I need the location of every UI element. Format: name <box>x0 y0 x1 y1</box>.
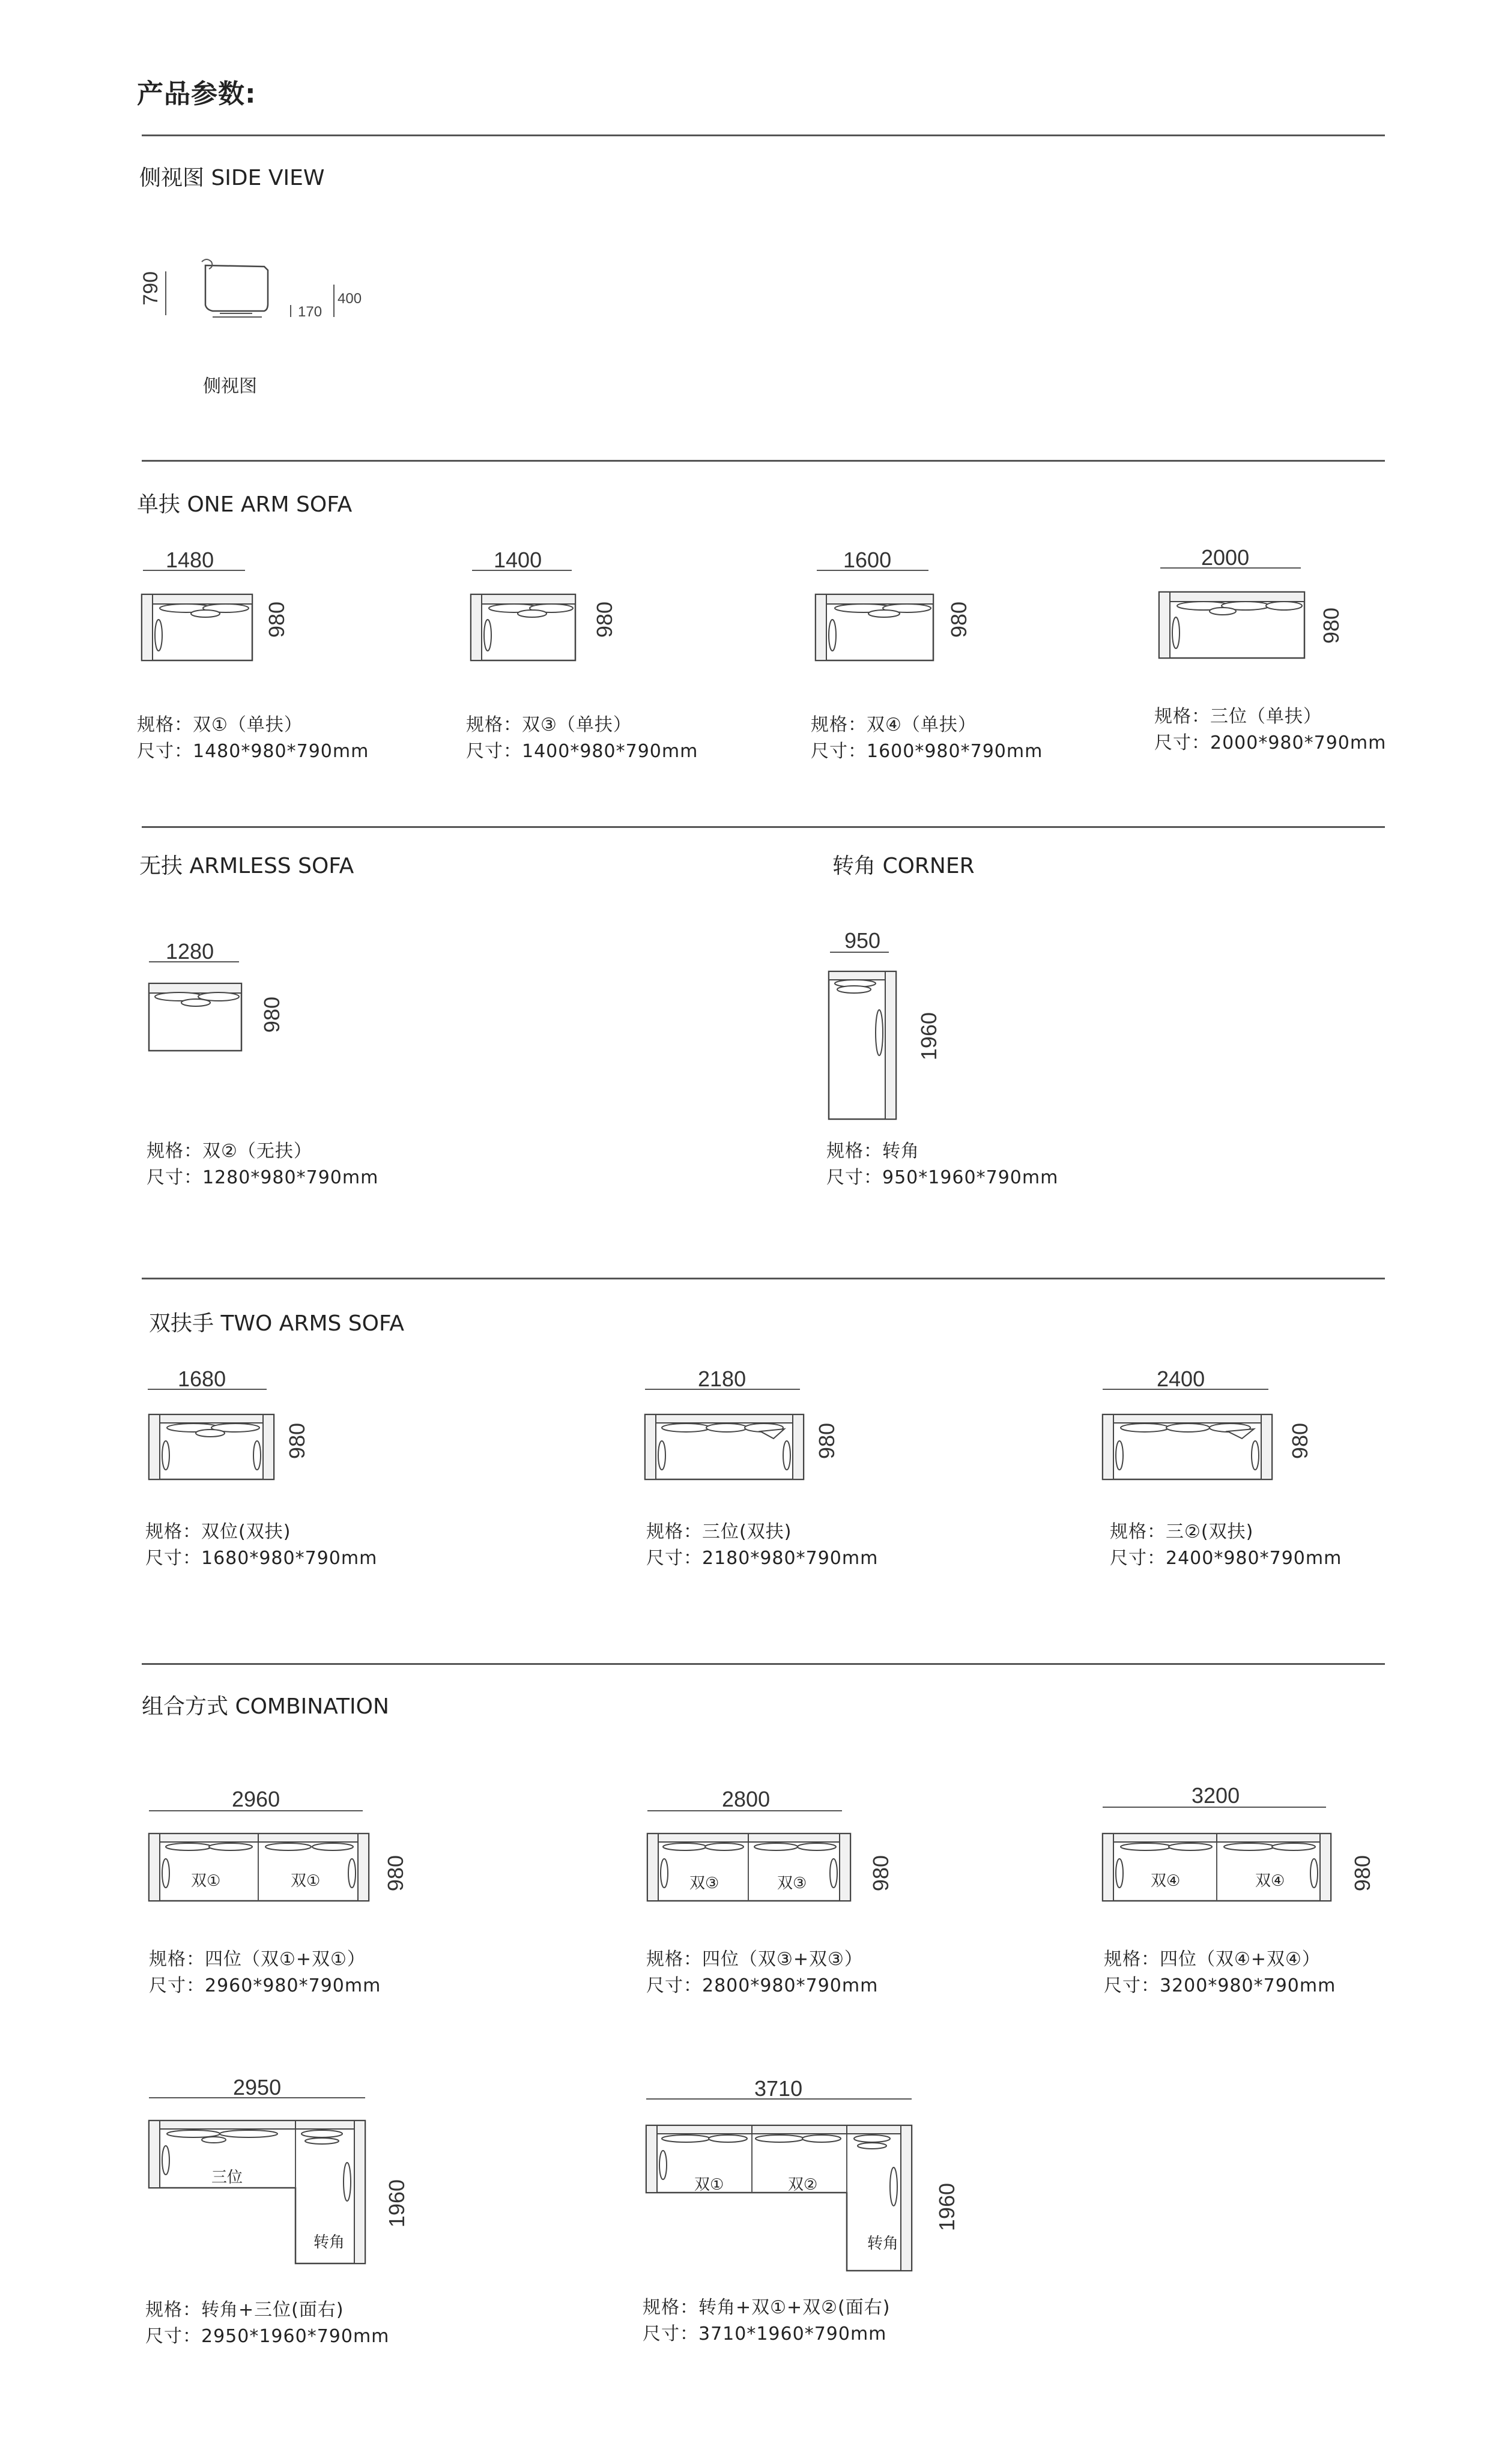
divider <box>142 460 1385 462</box>
sofa-plan-2000 <box>1157 568 1313 664</box>
depth-label: 980 <box>868 1855 893 1892</box>
depth-label: 1960 <box>384 2179 409 2228</box>
module-label: 双② <box>788 2176 818 2194</box>
section-heading-two-arms: 双扶手 TWO ARMS SOFA <box>149 1311 405 1336</box>
sofa-plan-2400 <box>1100 1389 1280 1485</box>
side-view-drawing <box>162 258 366 330</box>
module-label: 双① <box>191 1872 221 1890</box>
size-text: 尺寸：1400*980*790mm <box>466 741 698 762</box>
spec-text: 规格：双②（无扶） <box>147 1141 312 1162</box>
spec-text: 规格：三位（单扶） <box>1154 706 1322 727</box>
size-text: 尺寸：3710*1960*790mm <box>643 2324 887 2345</box>
sofa-plan-corner <box>826 952 910 1132</box>
width-label: 2960 <box>232 1787 280 1811</box>
width-label: 2000 <box>1201 545 1250 570</box>
width-label: 2800 <box>722 1787 771 1811</box>
size-text: 尺寸：2950*1960*790mm <box>145 2326 390 2347</box>
depth-label: 980 <box>259 997 284 1033</box>
width-label: 1680 <box>178 1366 226 1391</box>
depth-label: 980 <box>592 602 617 638</box>
size-text: 尺寸：2180*980*790mm <box>646 1548 879 1569</box>
depth-label: 980 <box>285 1423 309 1460</box>
spec-text: 规格：转角 <box>826 1141 919 1162</box>
width-label: 1480 <box>166 548 214 572</box>
sofa-plan-1600 <box>813 570 945 666</box>
size-text: 尺寸：2000*980*790mm <box>1154 732 1387 753</box>
section-heading-armless: 无扶 ARMLESS SOFA <box>139 854 354 878</box>
spec-text: 规格：四位（双④+双④） <box>1104 1949 1321 1970</box>
spec-text: 规格：双①（单扶） <box>137 714 303 735</box>
depth-label: 980 <box>264 602 289 638</box>
divider <box>142 134 1385 136</box>
size-text: 尺寸：2400*980*790mm <box>1110 1548 1342 1569</box>
width-label: 2400 <box>1157 1366 1205 1391</box>
depth-label: 980 <box>1288 1423 1312 1460</box>
sofa-plan-1680 <box>147 1389 285 1485</box>
module-label: 双① <box>291 1872 321 1890</box>
depth-label: 980 <box>946 602 971 638</box>
size-text: 尺寸：1480*980*790mm <box>137 741 369 762</box>
depth-label: 1960 <box>934 2183 959 2232</box>
side-dim-400: 400 <box>338 291 362 307</box>
depth-label: 1960 <box>916 1012 941 1061</box>
spec-text: 规格：双③（单扶） <box>466 714 632 735</box>
size-text: 尺寸：3200*980*790mm <box>1104 1975 1336 1996</box>
module-label: 双③ <box>777 1874 807 1892</box>
module-label: 三位 <box>211 2169 243 2187</box>
combo-plan-2960 <box>147 1811 375 1907</box>
module-label: 转角 <box>313 2233 345 2251</box>
width-label: 2950 <box>233 2075 282 2100</box>
width-label: 3710 <box>754 2076 803 2101</box>
spec-text: 规格：双位(双扶) <box>145 1521 291 1542</box>
width-label: 1600 <box>843 548 892 572</box>
module-label: 转角 <box>867 2235 899 2253</box>
module-label: 双③ <box>689 1874 719 1892</box>
divider <box>142 1278 1385 1279</box>
spec-text: 规格：三位(双扶) <box>646 1521 792 1542</box>
size-text: 尺寸：2960*980*790mm <box>149 1975 381 1996</box>
size-text: 尺寸：2800*980*790mm <box>646 1975 879 1996</box>
depth-label: 980 <box>814 1423 839 1460</box>
sofa-plan-1480 <box>139 570 259 666</box>
section-heading-one-arm: 单扶 ONE ARM SOFA <box>137 492 353 517</box>
side-height-label: 790 <box>139 271 162 306</box>
divider <box>142 826 1385 828</box>
module-label: 双④ <box>1151 1872 1181 1890</box>
combo-plan-2800 <box>645 1811 861 1907</box>
width-label: 1280 <box>166 939 214 964</box>
size-text: 尺寸：950*1960*790mm <box>826 1167 1059 1188</box>
divider <box>142 1663 1385 1665</box>
depth-label: 980 <box>1350 1855 1375 1892</box>
sofa-plan-1280 <box>147 962 255 1058</box>
size-text: 尺寸：1600*980*790mm <box>811 741 1043 762</box>
page-title: 产品参数: <box>137 79 256 109</box>
width-label: 950 <box>844 928 881 953</box>
spec-text: 规格：四位（双①+双①） <box>149 1949 366 1970</box>
width-label: 2180 <box>698 1366 747 1391</box>
side-dim-170: 170 <box>298 304 323 320</box>
spec-text: 规格：转角+双①+双②(面右) <box>643 2297 891 2318</box>
width-label: 3200 <box>1192 1783 1240 1808</box>
module-label: 双① <box>694 2176 724 2194</box>
side-view-caption: 侧视图 <box>203 376 257 397</box>
spec-text: 规格：转角+三位(面右) <box>145 2299 344 2321</box>
section-heading-combination: 组合方式 COMBINATION <box>142 1694 389 1719</box>
depth-label: 980 <box>383 1855 408 1892</box>
spec-text: 规格：三②(双扶) <box>1110 1521 1254 1542</box>
sofa-plan-1400 <box>468 570 589 666</box>
combo-plan-3200 <box>1100 1807 1340 1903</box>
spec-text: 规格：四位（双③+双③） <box>646 1949 863 1970</box>
size-text: 尺寸：1680*980*790mm <box>145 1548 378 1569</box>
depth-label: 980 <box>1319 608 1343 644</box>
width-label: 1400 <box>494 548 542 572</box>
module-label: 双④ <box>1255 1872 1285 1890</box>
spec-text: 规格：双④（单扶） <box>811 714 977 735</box>
section-heading-side-view: 侧视图 SIDE VIEW <box>139 166 325 190</box>
size-text: 尺寸：1280*980*790mm <box>147 1167 379 1188</box>
section-heading-corner: 转角 CORNER <box>832 854 975 878</box>
sofa-plan-2180 <box>643 1389 811 1485</box>
